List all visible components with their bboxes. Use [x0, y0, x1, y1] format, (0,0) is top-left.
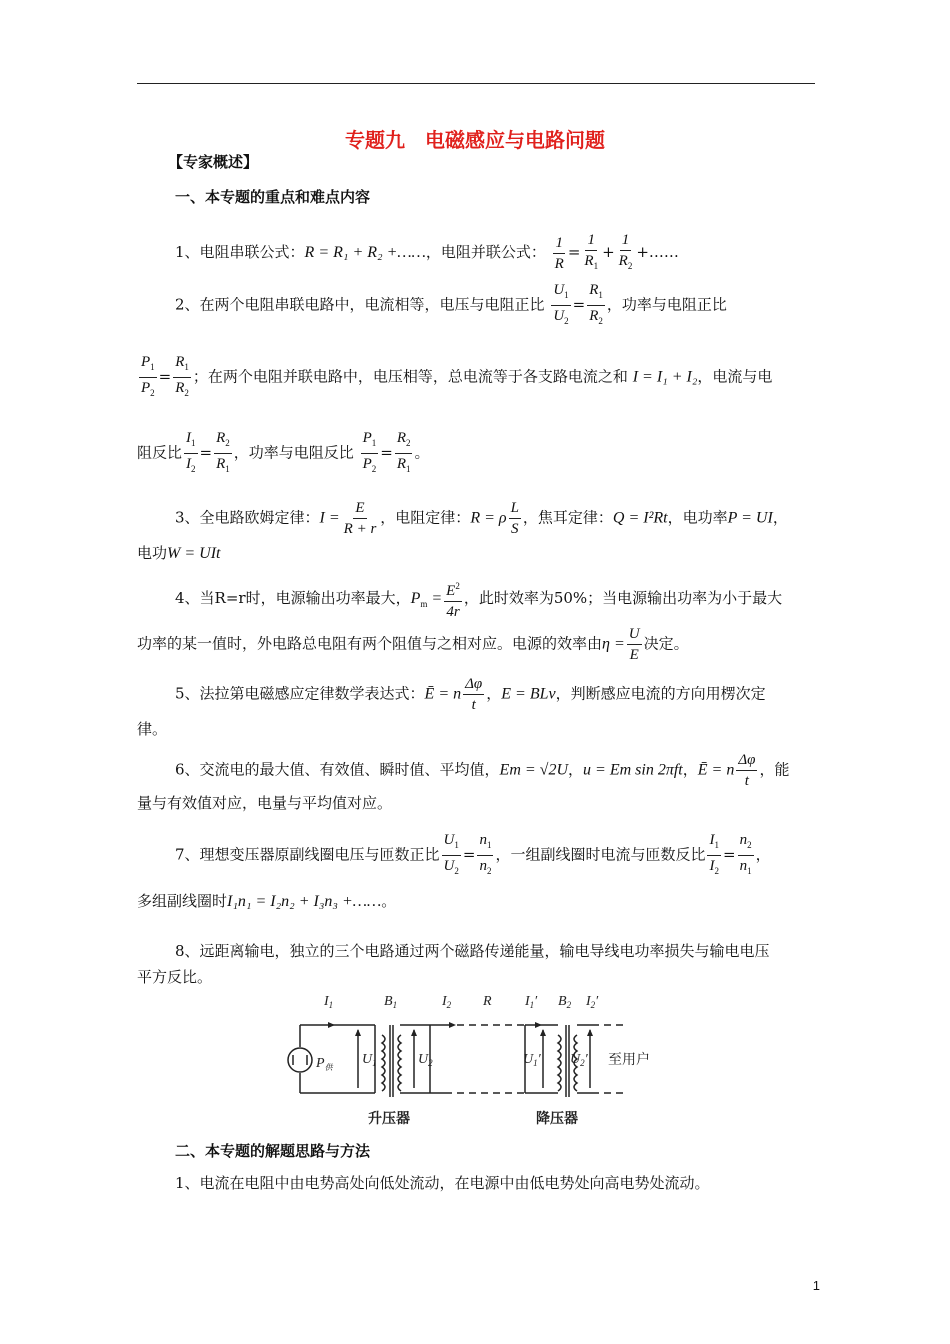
item-4-line2-text: 功率的某一值时，外电路总电阻有两个阻值与之相对应。电源的效率由	[137, 634, 603, 653]
frac-n2-n1: $\frac{n_2}{n_1}$	[739, 832, 752, 876]
item-3-d: ，	[772, 508, 788, 527]
item-1-mid: ，电阻并联公式：	[425, 243, 546, 261]
frac-r1-r2: $\frac{R_1}{R_2}$	[589, 282, 603, 326]
to-user-label: 至用户	[608, 1053, 650, 1068]
heading-key-points: 一、本专题的重点和难点内容	[175, 188, 371, 206]
faraday-frac: $\frac{\Delta\varphi}{t}$	[465, 676, 483, 713]
parallel-frac-r1: $\frac{1}{R_1}$	[584, 232, 599, 271]
item-2-line3-b: ，功率与电阻反比	[233, 443, 354, 462]
resistivity-frac: $\frac{L}{S}$	[510, 500, 519, 537]
item-1-suffix: +……	[636, 243, 679, 261]
work-formula: W = UIt	[167, 545, 221, 562]
item-3-line2-text: 电功	[137, 544, 168, 562]
item-2-line3: 阻反比 $\frac{I_1}{I_2}$ = $\frac{R_2}{R_1}$ ，功率与电阻反比 $\frac{P_1}{P_2}$ = $\frac{R_2}{R_1}$ 。	[137, 428, 430, 479]
header-rule	[137, 83, 815, 84]
svg-text:B1: $B_1$	[384, 994, 398, 1010]
item-7-line2-text: 多组副线圈时	[137, 892, 228, 910]
svg-text:R: R	[483, 994, 492, 1009]
frac-n1-n2: $\frac{n_1}{n_2}$	[479, 832, 492, 876]
item-7-end: ，	[755, 845, 771, 864]
item-4-after: ，此时效率为50%；当电源输出功率为小于最大	[463, 589, 783, 607]
item-3-c: ，电功率	[667, 508, 728, 527]
item-3-line2	[137, 542, 220, 563]
parallel-frac-r2: $\frac{1}{R_2}$	[618, 232, 633, 271]
svg-text:I2′: $I_2'$	[586, 994, 599, 1010]
svg-text:U2′: $U_2'$	[570, 1052, 588, 1068]
svg-text:I1: $I_1$	[324, 994, 334, 1010]
item-5-line1: 5、法拉第电磁感应定律数学表达式：Ē = n $\frac{\Delta\varphi}{t}$ ，E = BLv，判断感应电流的方向用楞次定	[175, 676, 766, 713]
frac-i1-i2-b: $\frac{I_1}{I_2}$	[709, 832, 719, 876]
pmax-frac: $\frac{E^2}{4r}$	[444, 576, 462, 622]
section-expert: 【专家概述】	[168, 153, 259, 171]
frac-r1-r2-b: $\frac{R_1}{R_2}$	[175, 354, 189, 398]
item-1-prefix: 1、电阻串联公式：	[175, 243, 305, 261]
power-source-label: $P_供$	[316, 1056, 333, 1072]
item-2-line1: 2、在两个电阻串联电路中，电流相等，电压与电阻正比 $\frac{U_1}{U_2}$ = $\frac{R_1}{R_2}$ ，功率与电阻正比	[175, 280, 727, 331]
item-2-line2: $\frac{P_1}{P_2}$ = $\frac{R_1}{R_2}$ ；在两个电阻并联电路中，电压相等，总电流等于各支路电流之和 I = I₁ + I₂，电流与电	[137, 352, 772, 403]
multi-coil-formula: I₁n₁ = I₂n₂ + I₃n₃ +……	[227, 893, 382, 910]
frac-u1-u2-b: $\frac{U_1}{U_2}$	[443, 832, 459, 876]
ohm-frac: $\frac{E}{R + r}$	[343, 500, 377, 537]
step-up-label: 升压器	[368, 1112, 410, 1127]
item-2-mid: ；在两个电阻并联电路中，电压相等，总电流等于各支路电流之和	[192, 367, 628, 386]
frac-p1-p2: $\frac{P_1}{P_2}$	[141, 354, 155, 398]
svg-text:U1: $U_1$	[362, 1052, 377, 1068]
parallel-frac-total: $\frac{1}{R}$	[554, 234, 564, 272]
joule-formula: Q = I²Rt	[612, 509, 668, 527]
frac-r2-r1: $\frac{R_2}{R_1}$	[216, 430, 230, 474]
svg-text:I2: $I_2$	[442, 994, 452, 1010]
item-3-prefix: 3、全电路欧姆定律：	[175, 508, 320, 527]
item-7-mid: ，一组副线圈时电流与匝数反比	[495, 845, 706, 864]
svg-text:B2: $B_2$	[558, 994, 572, 1010]
page-number: 1	[812, 1278, 820, 1293]
item-3-b: ，焦耳定律：	[522, 508, 613, 527]
ac-avg-frac: $\frac{\Delta\varphi}{t}$	[738, 752, 756, 789]
frac-r2-r1-b: $\frac{R_2}{R_1}$	[396, 430, 411, 474]
item-7-line2-end: 。	[381, 892, 397, 910]
step-down-label: 降压器	[536, 1112, 578, 1127]
heading-methods: 二、本专题的解题思路与方法	[175, 1142, 371, 1160]
item-6-line1: 6、交流电的最大值、有效值、瞬时值、平均值，Em = √2U，u = Em sin 2πft，Ē = n $\frac{\Delta\varphi}{t}$ ，能	[175, 752, 790, 789]
item-4-line2: 功率的某一值时，外电路总电阻有两个阻值与之相对应。电源的效率由η = $\frac{U}{E}$ 决定。	[137, 626, 689, 663]
svg-text:U2: $U_2$	[418, 1052, 433, 1068]
transmission-diagram	[280, 985, 680, 1130]
item-4-line1: 4、当R=r时，电源输出功率最大，$P_m$ = $\frac{E^2}{4r}$ ，此时效率为50%；当电源输出功率为小于最大	[175, 576, 782, 622]
item-6-prefix: 6、交流电的最大值、有效值、瞬时值、平均值，	[175, 760, 500, 779]
item-7-line1: 7、理想变压器原副线圈电压与匝数正比 $\frac{U_1}{U_2}$ = $\frac{n_1}{n_2}$ ，一组副线圈时电流与匝数反比 $\frac{I_1}{I_2}$ = $\frac{n_2}{n_1}$ ，	[175, 830, 771, 881]
page-title: 专题九 电磁感应与电路问题	[345, 128, 605, 152]
series-formula: R = R₁ + R₂ +……	[304, 244, 426, 261]
frac-p1-p2-b: $\frac{P_1}{P_2}$	[362, 430, 377, 474]
motional-emf: E = BLv	[501, 685, 556, 703]
item-8-line2: 平方反比。	[137, 968, 213, 986]
frac-i1-i2: $\frac{I_1}{I_2}$	[186, 430, 196, 474]
item-8-line1: 8、远距离输电，独立的三个电路通过两个磁路传递能量，输电导线电功率损失与输电电压	[175, 942, 770, 960]
item-7-line2	[137, 890, 396, 911]
item-4-line2-end: 决定。	[643, 634, 689, 653]
frac-u1-u2: $\frac{U_1}{U_2}$	[553, 282, 569, 326]
item-2-end: ，功率与电阻正比	[606, 295, 727, 314]
efficiency-frac: $\frac{U}{E}$	[628, 626, 640, 663]
item-2-line3-a: 阻反比	[137, 443, 183, 462]
method-1: 1、电流在电阻中由电势高处向低处流动，在电源中由低电势处向高电势处流动。	[175, 1174, 710, 1192]
item-3-line1: 3、全电路欧姆定律：I = $\frac{E}{R + r}$ ，电阻定律：R = ρ $\frac{L}{S}$ ，焦耳定律：Q = I²Rt，电功率P = UI，	[175, 500, 788, 537]
item-1: 1、电阻串联公式：R = R₁ + R₂ +……，电阻并联公式： $\frac{1}{R}$ = $\frac{1}{R_1}$ + $\frac{1}{R_2}$ +……	[175, 230, 679, 276]
current-sum-formula: I = I₁ + I₂	[632, 368, 698, 386]
svg-text:I1′: $I_1'$	[525, 994, 538, 1010]
item-7-prefix: 7、理想变压器原副线圈电压与匝数正比	[175, 845, 440, 864]
item-2-text: 2、在两个电阻串联电路中，电流相等，电压与电阻正比	[175, 295, 545, 314]
item-5-prefix: 5、法拉第电磁感应定律数学表达式：	[175, 684, 425, 703]
item-6-end: ，能	[759, 760, 790, 779]
item-2-line3-end: 。	[414, 443, 430, 462]
item-3-a: ，电阻定律：	[380, 508, 471, 527]
item-5-line2: 律。	[137, 720, 168, 738]
power-formula: P = UI	[727, 509, 773, 527]
item-4-prefix: 4、当R=r时，电源输出功率最大，	[175, 589, 411, 607]
ac-instant-formula: u = Em sin 2πft	[583, 761, 683, 779]
item-6-line2: 量与有效值对应，电量与平均值对应。	[137, 794, 393, 812]
ac-max-formula: Em = √2U	[499, 761, 569, 779]
svg-text:U1′: $U_1'$	[523, 1052, 541, 1068]
item-5-after: ，判断感应电流的方向用楞次定	[555, 684, 766, 703]
item-2-line2-end: ，电流与电	[697, 367, 773, 386]
